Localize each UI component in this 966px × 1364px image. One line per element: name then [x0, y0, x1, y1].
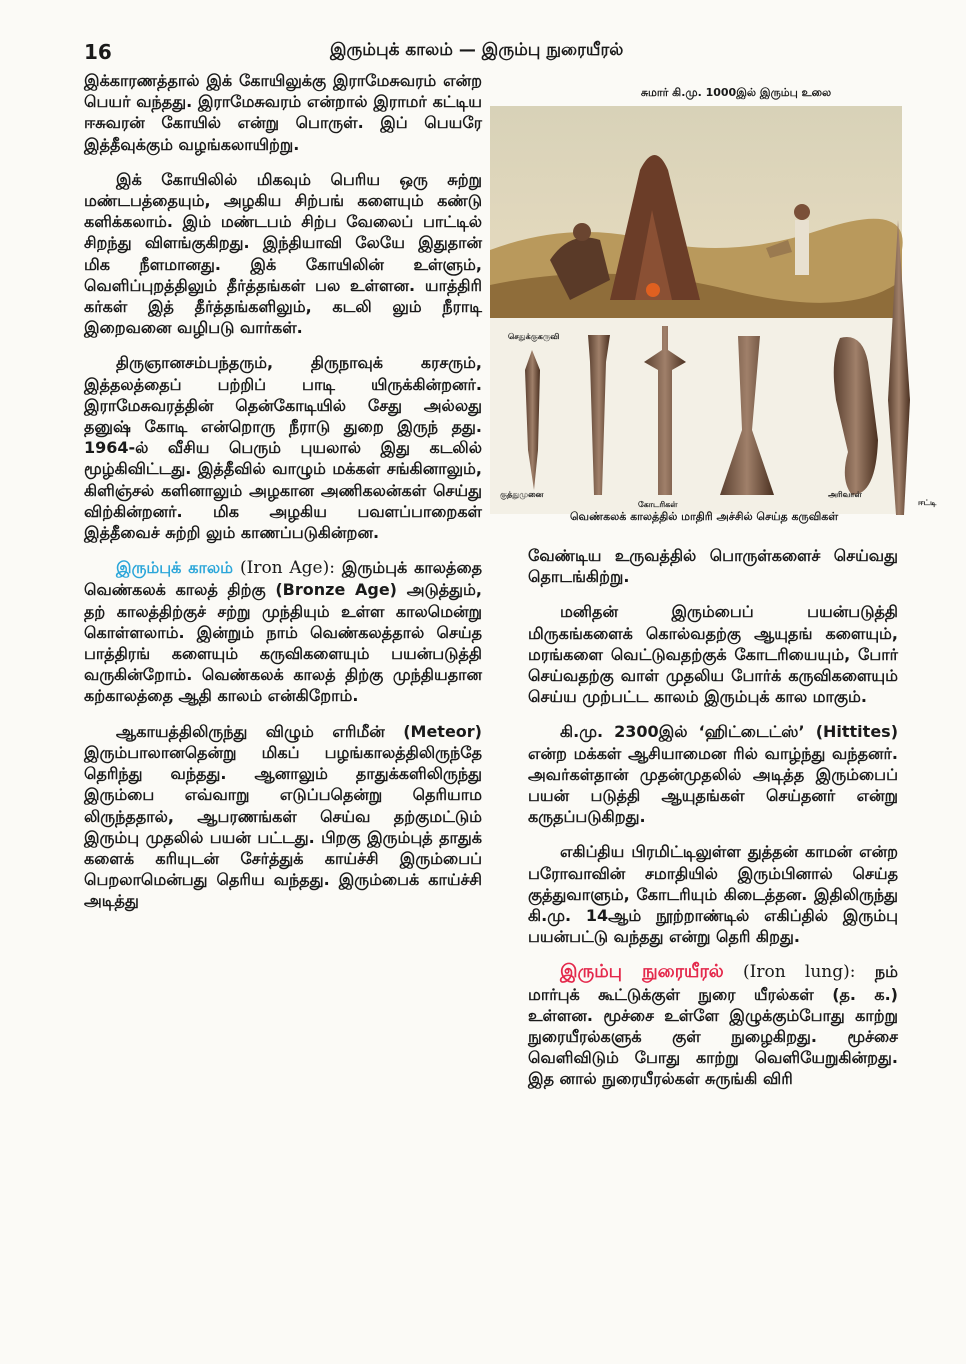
figure-illustration	[490, 100, 940, 520]
section-heading-english: (Iron Age):	[239, 558, 335, 579]
iron-lung-section	[528, 961, 898, 1089]
paragraph: இக் கோயிலில் மிகவும் பெரிய ஒரு சுற்று மண்டபத்தையும், அழகிய சிற்பங் களையும் கண்டு களிக்கலாம். இம் மண்டபம் சிற்ப வேலைப் பாட்டில் சிறந்து விளங்குகிறது. இந்தியாவி லேயே இதுதான் மிக நீளமானது. இக் கோயிலின் உள்ளும், வெளிப்புறத்திலும் தீர்த்தங்கள் பல உள்ளன. யாத்திரி கர்கள் இத் தீர்த்தங்களிலும், கடலி லும் நீராடி இறைவனை வழிபடு வார்கள்.	[84, 169, 482, 338]
running-head: இரும்புக் காலம் — இரும்பு நுரையீரல்	[330, 40, 624, 60]
iron-furnace-figure	[490, 86, 940, 526]
left-column	[84, 70, 482, 926]
tool-label-chisel: செதுக்குகருவி	[508, 332, 560, 341]
figure-caption-bottom: வெண்கலக் காலத்தில் மாதிரி அச்சில் செய்த கருவிகள்	[570, 510, 839, 523]
paragraph: இரும்புக் காலத்தை வெண்கலக் காலத் திற்கு (Bronze Age) அடுத்தும், தற் காலத்திற்குச் சற்று முந்தியும் உள்ள காலமென்று கொள்ளலாம். இன்றும் நாம் வெண்கலத்தால் செய்த பாத்திரங் களையும் கருவிகளையும் பயன்படுத்தி வருகின்றோம். வெண்கலக் காலத் திற்கு முந்தியதான கற்காலத்தை ஆதி காலம் என்கிறோம்.	[84, 558, 483, 706]
paragraph: மனிதன் இரும்பைப் பயன்படுத்தி மிருகங்களைக் கொல்வதற்கு ஆயுதங் களையும், மரங்களை வெட்டுவதற்குக் கோடரியையும், போர் செய்வதற்கு வாள் முதலிய போர்க் கருவிகளையும் செய்ய முற்பட்ட காலம் இரும்புக் கால மாகும்.	[528, 602, 898, 707]
tool-label-spear: ஈட்டி	[918, 498, 937, 507]
iron-age-section	[84, 557, 482, 706]
right-column	[528, 545, 898, 1104]
paragraph: எகிப்திய பிரமிட்டிலுள்ள துத்தன் காமன் என்ற பரோவாவின் சமாதியில் இரும்பினால் செய்த குத்துவாளும், கோடரியும் கிடைத்தன. இதிலிருந்து கி.மு. 14ஆம் நூற்றாண்டில் எகிப்தில் இரும்பு பயன்பட்டு வந்தது என்று தெரி கிறது.	[528, 842, 898, 947]
furnace-scene	[490, 106, 903, 318]
page-number: 16	[84, 40, 112, 64]
figure-caption-top: சுமார் கி.மு. 1000இல் இரும்பு உலை	[640, 86, 832, 99]
section-heading-iron-age: இரும்புக் காலம்	[116, 558, 234, 578]
section-heading-iron-lung: இரும்பு நுரையீரல்	[560, 961, 724, 983]
paragraph: ஆகாயத்திலிருந்து விழும் எரிமீன் (Meteor) இரும்பாலானதென்று மிகப் பழங்காலத்திலிருந்தே தெரிந்து வந்தது. ஆனாலும் தாதுக்களிலிருந்து இரும்பை எவ்வாறு எடுப்பதென்று தெரியாம லிருந்ததால், ஆபரணங்கள் செய்வ தற்குமட்டும் இரும்பு முதலில் பயன் பட்டது. பிறகு இரும்புத் தாதுக் களைக் கரியுடன் சேர்த்துக் காய்ச்சி இரும்பைப் பெறலாமென்பது தெரிய வந்தது. இரும்பைக் காய்ச்சி அடித்து	[84, 721, 482, 911]
paragraph: வேண்டிய உருவத்தில் பொருள்களைச் செய்வது தொடங்கிற்று.	[528, 546, 898, 587]
paragraph: இக்காரணத்தால் இக் கோயிலுக்கு இராமேசுவரம் என்ற பெயர் வந்தது. இராமேசுவரம் என்றால் இராமர் கட்டிய ஈசுவரன் கோயில் என்று பொருள். இப் பெயரே இத்தீவுக்கும் வழங்கலாயிற்று.	[84, 71, 482, 154]
tool-label-axe: கோடரிகள்	[638, 500, 678, 509]
tool-label-sickle: அரிவாள்	[828, 490, 862, 499]
section-heading-english: (Iron lung):	[743, 962, 856, 983]
paragraph: கி.மு. 2300இல் ‘ஹிட்டைட்ஸ்’ (Hittites) என்ற மக்கள் ஆசியாமைன ரில் வாழ்ந்து வந்தனர். அவர்கள்தான் முதன்முதலில் அடித்த இரும்பைப் பயன் படுத்தி ஆயுதங்கள் செய்தனர் என்று கருதப்படுகிறது.	[528, 722, 898, 827]
tool-label-spearhead: குத்துமுனை	[500, 490, 544, 499]
paragraph: நம் மார்புக் கூட்டுக்குள் நுரை யீரல்கள் (த. க.) உள்ளன. மூச்சை உள்ளே இழுக்கும்போது காற்று நுரையீரல்களுக் குள் நுழைகிறது. மூச்சை வெளிவிடும் போது காற்று வெளியேறுகின்றது. இத னால் நுரையீரல்கள் சுருங்கி விரி	[528, 962, 898, 1089]
paragraph: திருஞானசம்பந்தரும், திருநாவுக் கரசரும், இத்தலத்தைப் பற்றிப் பாடி யிருக்கின்றனர். இராமேசுவரத்தின் தென்கோடியில் சேது அல்லது தனுஷ் கோடி என்றொரு நீராடு துறை இருந் தது. 1964-ல் வீசிய பெரும் புயலால் இது கடலில் மூழ்கிவிட்டது. இத்தீவில் வாழும் மக்கள் சங்கினாலும், கிளிஞ்சல் களினாலும் அழகான அணிகலன்கள் செய்து விற்கின்றனர். மிக அழகிய பவளப்பாறைகள் இத்தீவைச் சுற்றி லும் காணப்படுகின்றன.	[84, 353, 482, 543]
